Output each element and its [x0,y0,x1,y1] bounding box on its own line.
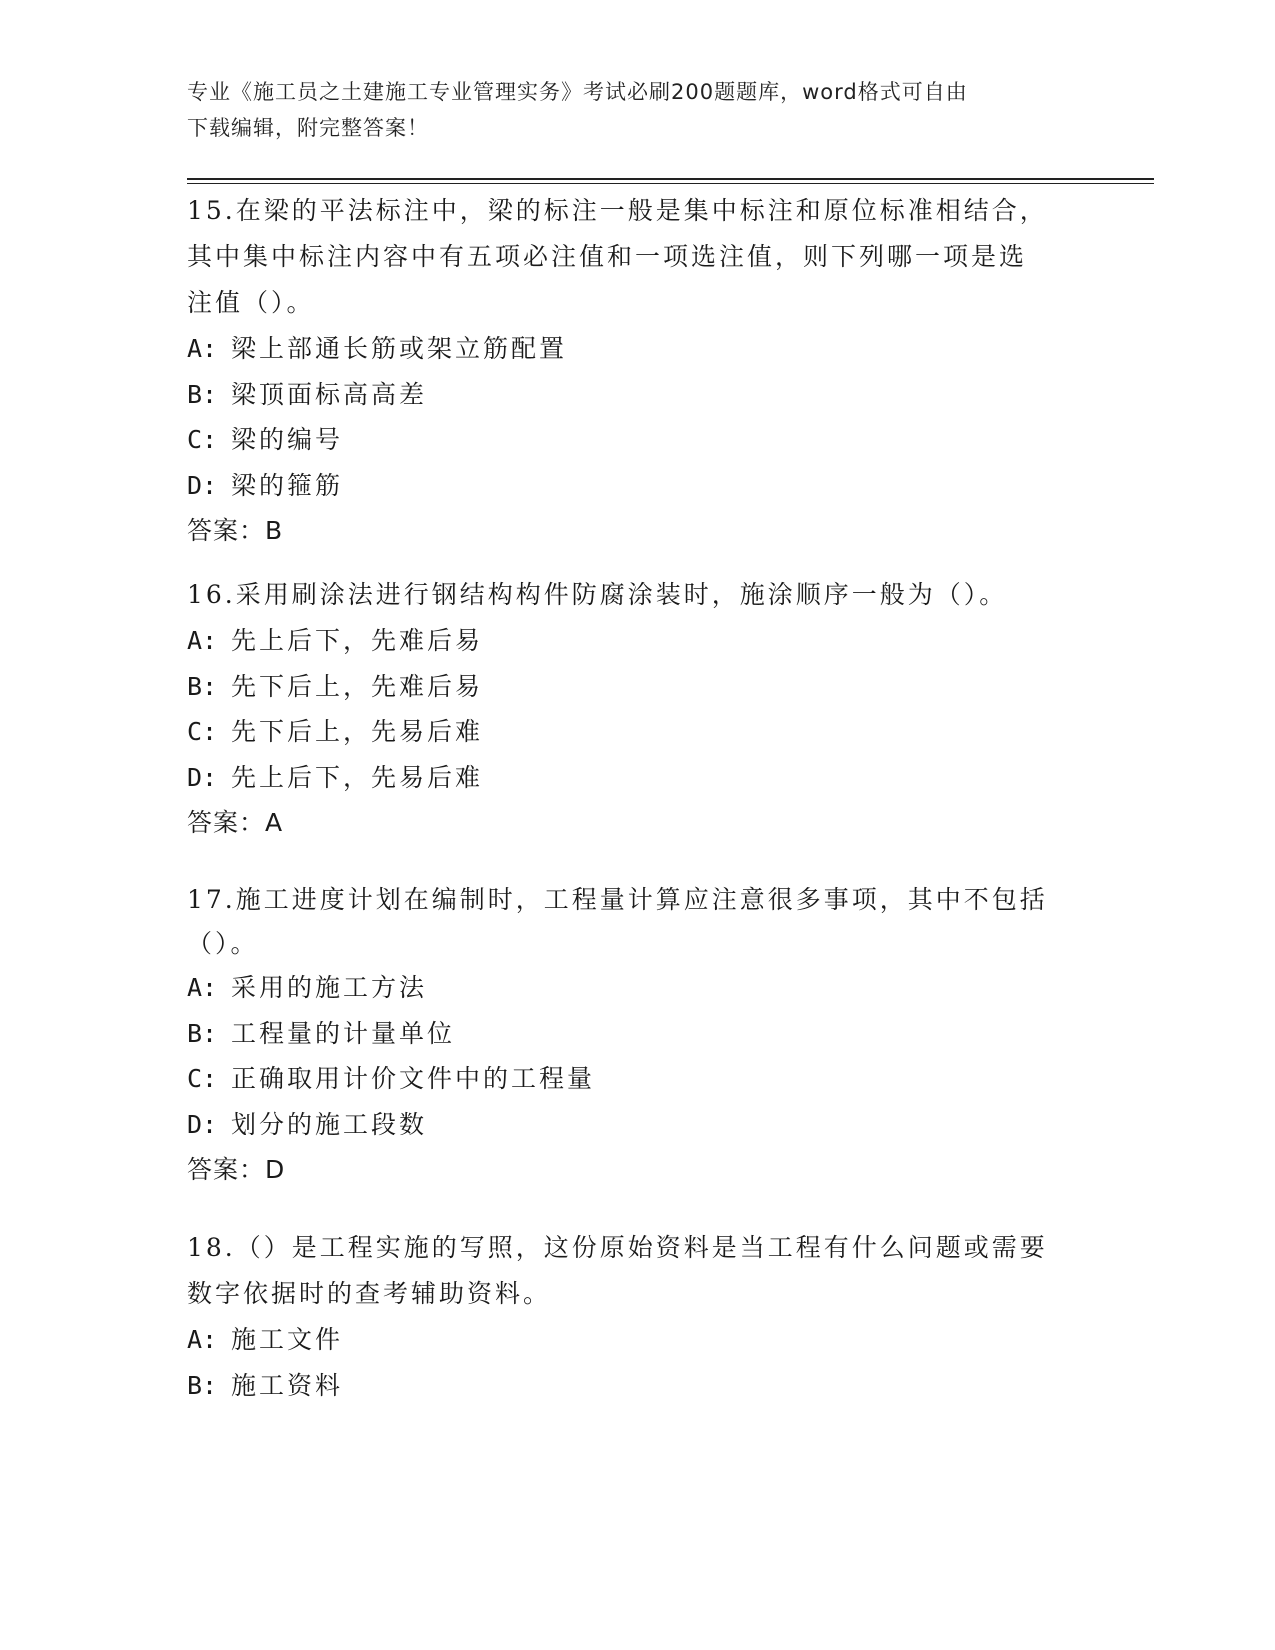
header-line-1: 专业《施工员之土建施工专业管理实务》考试必刷200题题库，word格式可自由 [187,80,968,104]
header-divider-thin [187,183,1154,184]
stem-line: （）。 [187,929,259,958]
option-letter: D: [187,470,218,500]
stem-line: 17.施工进度计划在编制时，工程量计算应注意很多事项，其中不包括 [187,885,1048,914]
option-letter: C: [187,717,218,746]
option-d [187,463,1087,509]
document-header [187,74,1087,146]
option-text: 梁的编号 [231,425,344,454]
option-b [187,1011,1087,1057]
option-a [187,618,1087,664]
option-text: 正确取用计价文件中的工程量 [231,1064,596,1093]
option-text: 施工资料 [231,1370,344,1400]
option-d [187,1102,1087,1148]
stem-line: 18.（）是工程实施的写照，这份原始资料是当工程有什么问题或需要 [187,1233,1048,1262]
option-letter: D: [187,762,218,792]
stem-line: 注值（）。 [187,288,315,317]
answer-line: 答案：B [187,516,284,545]
option-c [187,417,1087,463]
question-18 [187,1225,1087,1408]
option-letter: A: [187,973,218,1002]
option-text: 先下后上，先易后难 [231,717,484,746]
question-15 [187,188,1087,554]
stem-line: 数字依据时的查考辅助资料。 [187,1279,552,1308]
question-stem [187,572,1087,618]
option-text: 施工文件 [231,1325,344,1354]
option-text: 先上后下，先难后易 [231,626,484,655]
option-a [187,326,1087,372]
option-a [187,965,1087,1011]
option-text: 采用的施工方法 [231,973,428,1002]
option-letter: B: [187,1018,218,1048]
question-16 [187,572,1087,846]
question-stem [187,877,1087,965]
question-stem [187,1225,1087,1317]
option-letter: A: [187,1325,218,1354]
option-b [187,372,1087,418]
option-b [187,664,1087,710]
header-divider-thick [187,178,1154,180]
question-stem [187,188,1087,326]
option-letter: B: [187,671,218,701]
option-letter: C: [187,1064,218,1093]
option-c [187,1056,1087,1102]
option-text: 梁上部通长筋或架立筋配置 [231,334,568,363]
option-letter: B: [187,379,218,409]
option-text: 梁顶面标高高差 [231,379,428,409]
option-letter: C: [187,425,218,454]
answer-line: 答案：D [187,1155,286,1184]
answer-line: 答案：A [187,808,284,837]
question-17 [187,877,1087,1193]
option-text: 先下后上，先难后易 [231,671,484,701]
option-letter: B: [187,1370,218,1400]
header-line-2: 下载编辑，附完整答案！ [187,116,429,140]
option-letter: D: [187,1109,218,1139]
stem-line: 其中集中标注内容中有五项必注值和一项选注值，则下列哪一项是选 [187,242,1028,271]
stem-line: 15.在梁的平法标注中，梁的标注一般是集中标注和原位标准相结合， [187,196,1048,225]
option-letter: A: [187,334,218,363]
option-text: 划分的施工段数 [231,1109,428,1139]
option-a [187,1317,1087,1363]
option-text: 梁的箍筋 [231,470,344,500]
option-text: 工程量的计量单位 [231,1018,456,1048]
stem-line: 16.采用刷涂法进行钢结构构件防腐涂装时，施涂顺序一般为（）。 [187,580,1008,609]
option-d [187,755,1087,801]
option-c [187,709,1087,755]
option-b [187,1363,1087,1409]
option-letter: A: [187,626,218,655]
option-text: 先上后下，先易后难 [231,762,484,792]
